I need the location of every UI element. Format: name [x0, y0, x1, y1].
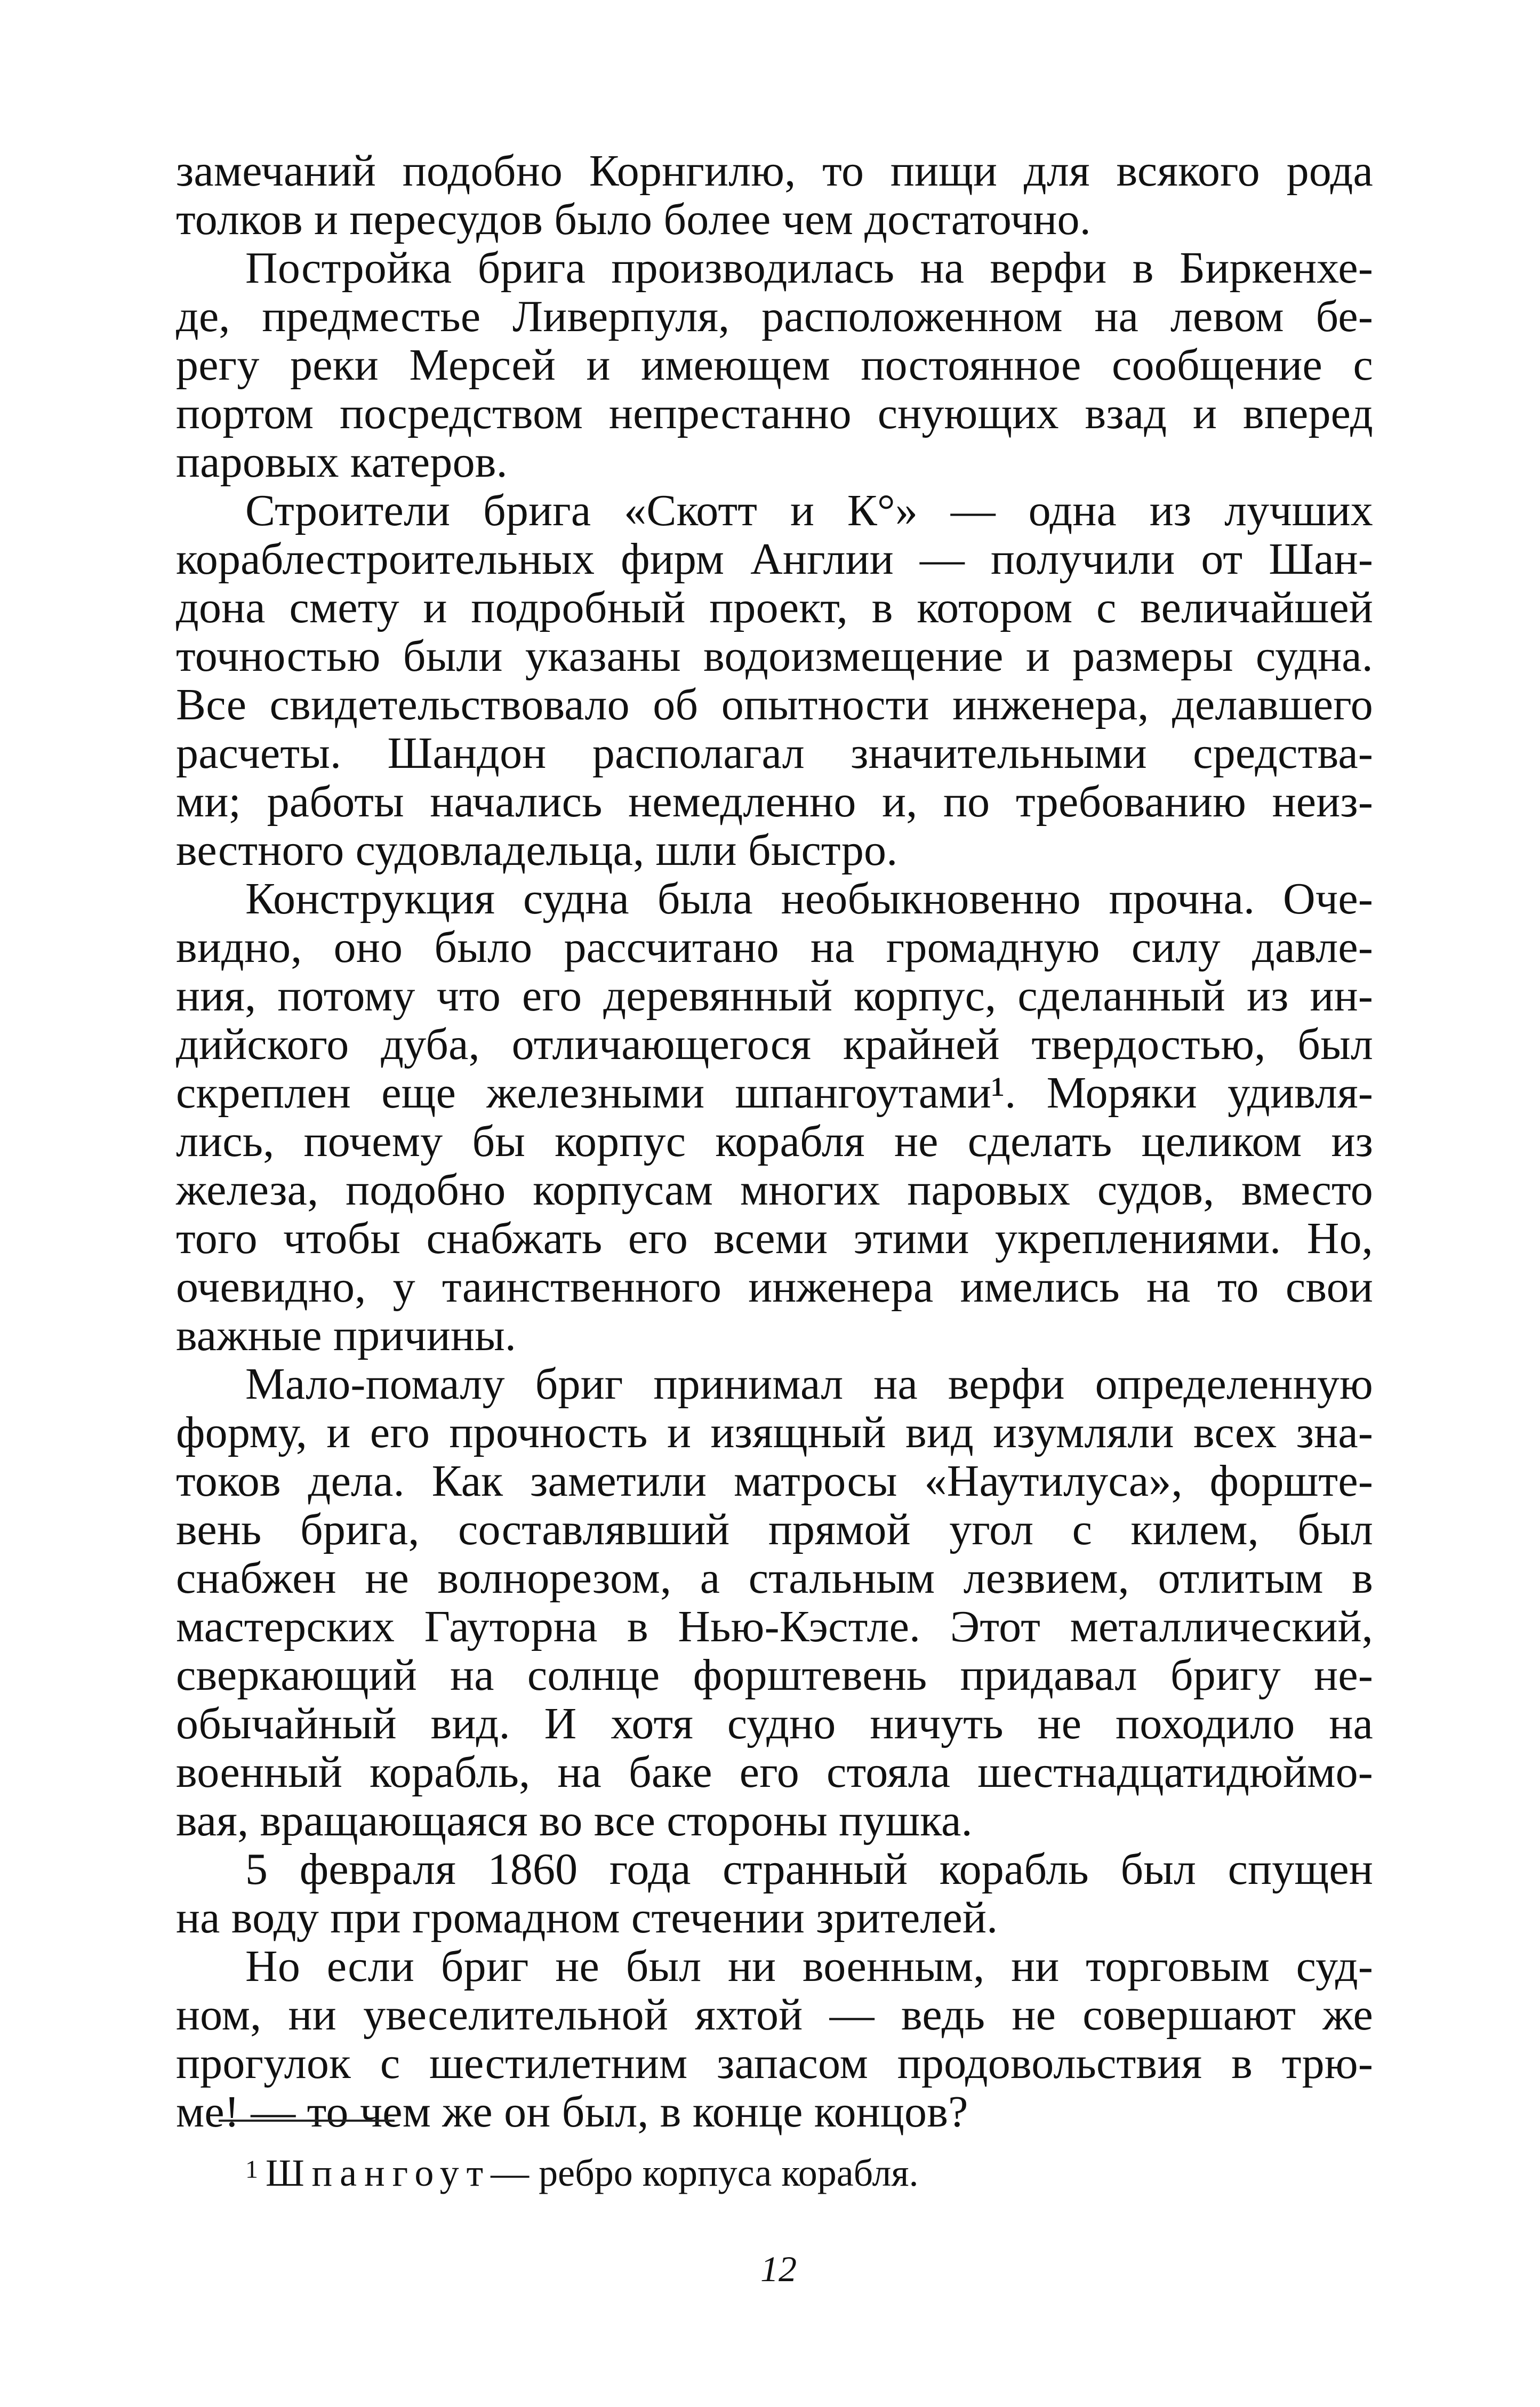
text-line: 5 февраля 1860 года странный корабль был спущен: [245, 1844, 1373, 1894]
footnote-term: Шпангоут: [266, 2152, 491, 2194]
text-line: вестного судовладельца, шли быстро.: [176, 825, 898, 875]
text-line: того чтобы снабжать его всеми этими укреплениями. Но,: [176, 1214, 1373, 1263]
text-line: мастерских Гауторна в Нью-Кэстле. Этот металлический,: [176, 1602, 1373, 1651]
footnote-marker: 1: [245, 2155, 258, 2184]
text-line: портом посредством непрестанно снующих взад и вперед: [176, 389, 1373, 438]
text-line: кораблестроительных фирм Англии — получили от Шан-: [176, 534, 1373, 584]
text-line: Все свидетельствовало об опытности инженера, делавшего: [176, 680, 1373, 729]
footnote-text: — ребро корпуса корабля.: [491, 2152, 919, 2194]
text-line: Постройка брига производилась на верфи в Биркенхе-: [245, 243, 1373, 293]
text-line: сверкающий на солнце форштевень придавал бригу не-: [176, 1650, 1373, 1700]
text-line: точностью были указаны водоизмещение и размеры судна.: [176, 631, 1373, 681]
text-line: ном, ни увеселительной яхтой — ведь не совершают же: [176, 1990, 1373, 2040]
text-line: Конструкция судна была необыкновенно прочна. Оче-: [245, 874, 1373, 924]
text-line: ме! — то чем же он был, в конце концов?: [176, 2087, 968, 2137]
text-line: видно, оно было рассчитано на громадную силу давле-: [176, 922, 1373, 972]
text-line: вень брига, составлявший прямой угол с килем, был: [176, 1505, 1373, 1554]
text-line: Мало-помалу бриг принимал на верфи определенную: [245, 1359, 1373, 1409]
text-line: дона смету и подробный проект, в котором с величайшей: [176, 583, 1373, 632]
footnote: [245, 2149, 919, 2197]
text-line: расчеты. Шандон располагал значительными средства-: [176, 728, 1373, 778]
text-line: де, предместье Ливерпуля, расположенном на левом бе-: [176, 292, 1373, 341]
footnote-divider: [219, 2120, 395, 2122]
text-line: ми; работы начались немедленно и, по требованию неиз-: [176, 777, 1373, 827]
text-line: снабжен не волнорезом, а стальным лезвием, отлитым в: [176, 1553, 1373, 1603]
text-line: прогулок с шестилетним запасом продовольствия в трю-: [176, 2039, 1373, 2088]
text-line: вая, вращающаяся во все стороны пушка.: [176, 1796, 973, 1846]
text-line: лись, почему бы корпус корабля не сделать целиком из: [176, 1117, 1373, 1166]
body-text: [176, 147, 1373, 2136]
text-line: ния, потому что его деревянный корпус, сделанный из ин-: [176, 971, 1373, 1021]
text-line: замечаний подобно Корнгилю, то пищи для всякого рода: [176, 146, 1373, 196]
text-line: токов дела. Как заметили матросы «Наутилуса», форште-: [176, 1456, 1373, 1506]
text-line: важные причины.: [176, 1311, 517, 1360]
text-line: на воду при громадном стечении зрителей.: [176, 1893, 998, 1943]
text-line: паровых катеров.: [176, 437, 508, 487]
text-line: железа, подобно корпусам многих паровых судов, вместо: [176, 1165, 1373, 1215]
page-number: 12: [760, 2249, 797, 2289]
text-line: регу реки Мерсей и имеющем постоянное сообщение с: [176, 340, 1373, 390]
text-line: форму, и его прочность и изящный вид изумляли всех зна-: [176, 1408, 1373, 1457]
text-line: обычайный вид. И хотя судно ничуть не походило на: [176, 1699, 1373, 1748]
text-line: очевидно, у таинственного инженера имелись на то свои: [176, 1262, 1373, 1312]
text-line: дийского дуба, отличающегося крайней твердостью, был: [176, 1020, 1373, 1069]
text-line: Но если бриг не был ни военным, ни торговым суд-: [245, 1941, 1373, 1991]
text-line: толков и пересудов было более чем достаточно.: [176, 195, 1091, 244]
text-line: скреплен еще железными шпангоутами¹. Моряки удивля-: [176, 1068, 1373, 1118]
text-line: Строители брига «Скотт и К°» — одна из лучших: [245, 486, 1373, 535]
text-line: военный корабль, на баке его стояла шестнадцатидюймо-: [176, 1747, 1373, 1797]
